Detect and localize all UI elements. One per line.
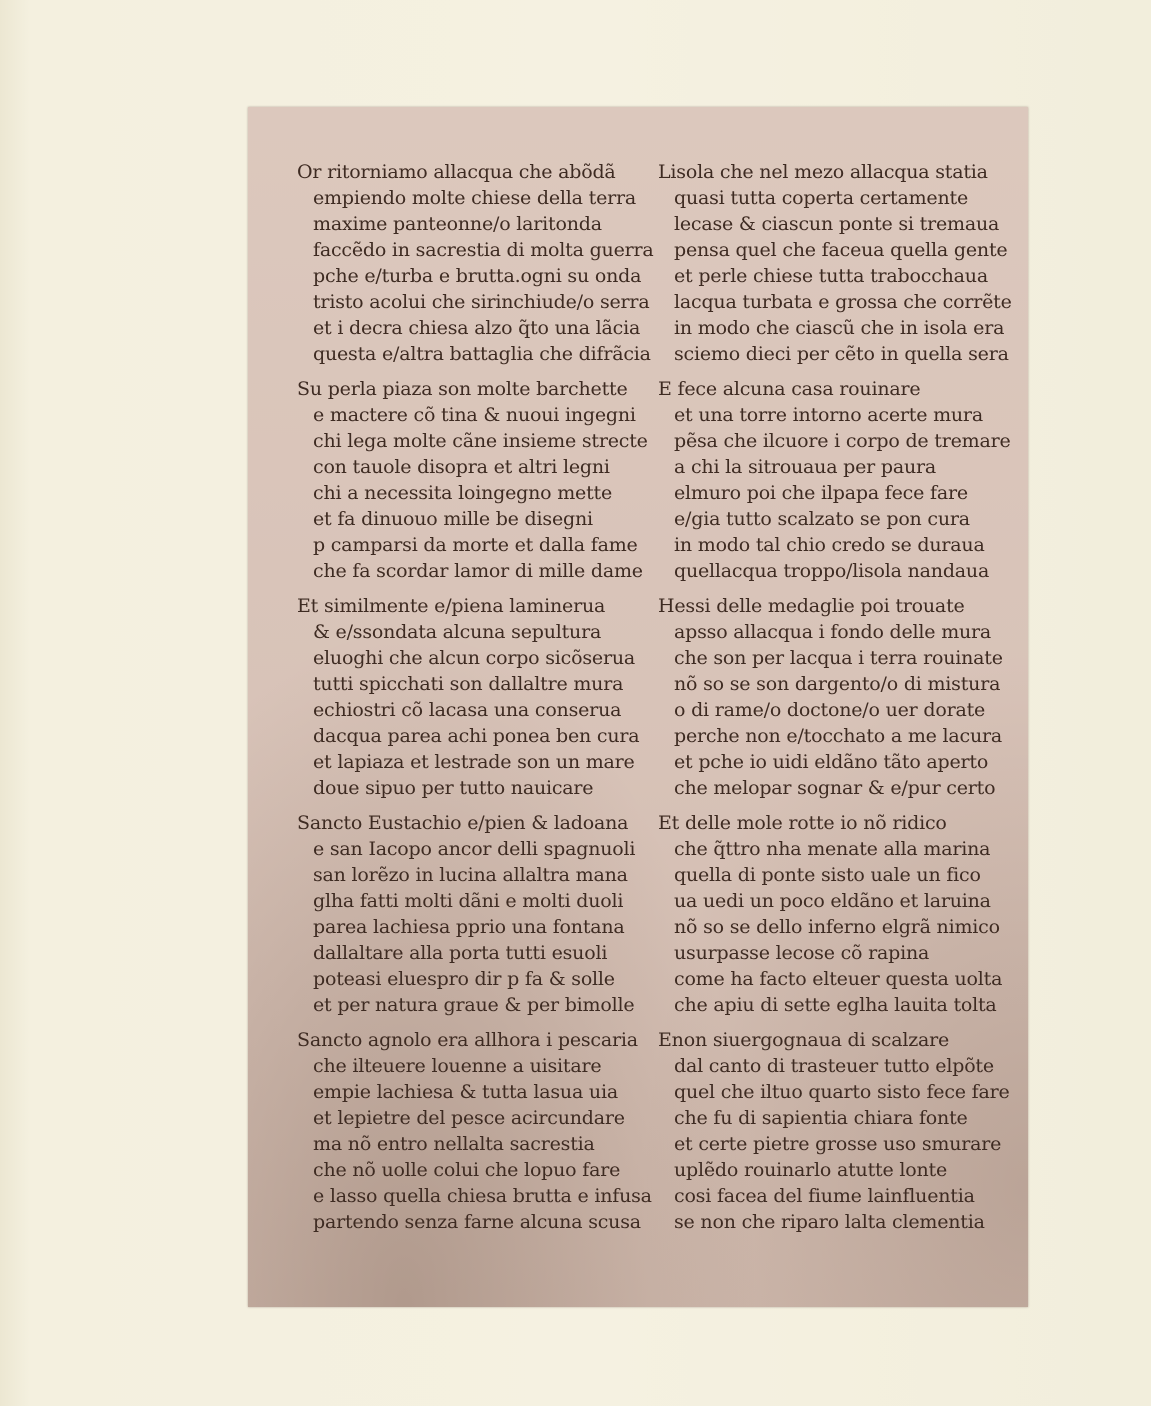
verse-line: apsso allacqua i fondo delle mura bbox=[674, 621, 992, 643]
left-column bbox=[297, 159, 657, 1244]
verse-line: glha fatti molti dãni e molti duoli bbox=[313, 890, 624, 912]
verse-line: chi lega molte cãne insieme strecte bbox=[313, 430, 648, 452]
verse-line: che melopar sognar & e/pur certo bbox=[674, 777, 996, 799]
stanza-first-line: Su perla piaza son molte barchette bbox=[297, 378, 628, 400]
verse-line: usurpasse lecose cõ rapina bbox=[674, 942, 930, 964]
verse-line: ma nõ entro nellalta sacrestia bbox=[313, 1133, 595, 1155]
stanza-first-line: Or ritorniamo allacqua che abõdã bbox=[297, 161, 616, 183]
verse-line: che son per lacqua i terra rouinate bbox=[674, 647, 1003, 669]
verse-line: et perle chiese tutta trabocchaua bbox=[674, 265, 988, 287]
verse-line: et i decra chiesa alzo q̃to una lãcia bbox=[313, 317, 641, 339]
verse-line: nõ so se dello inferno elgrã nimico bbox=[674, 916, 1000, 938]
verse-line: eluoghi che alcun corpo sicõserua bbox=[313, 647, 635, 669]
verse-line: et pche io uidi eldãno tãto aperto bbox=[674, 751, 989, 773]
stanza bbox=[658, 376, 1018, 593]
verse-line: uplẽdo rouinarlo atutte lonte bbox=[674, 1159, 947, 1181]
verse-line: elmuro poi che ilpapa fece fare bbox=[674, 482, 968, 504]
verse-line: quella di ponte sisto uale un fico bbox=[674, 864, 981, 886]
stanza bbox=[658, 593, 1018, 810]
verse-line: p camparsi da morte et dalla fame bbox=[313, 534, 638, 556]
stanza-first-line: Et similmente e/piena laminerua bbox=[297, 595, 606, 617]
verse-line: o di rame/o doctone/o uer dorate bbox=[674, 699, 986, 721]
verse-line: sciemo dieci per cẽto in quella sera bbox=[674, 343, 1009, 365]
stanza bbox=[658, 810, 1018, 1027]
verse-line: a chi la sitrouaua per paura bbox=[674, 456, 937, 478]
stanza bbox=[297, 593, 657, 810]
verse-line: empie lachiesa & tutta lasua uia bbox=[313, 1081, 618, 1103]
stanza-first-line: E fece alcuna casa rouinare bbox=[658, 378, 921, 400]
stanza bbox=[658, 1027, 1018, 1244]
verse-line: con tauole disopra et altri legni bbox=[313, 456, 610, 478]
verse-line: parea lachiesa pprio una fontana bbox=[313, 916, 625, 938]
verse-line: faccẽdo in sacrestia di molta guerra bbox=[313, 239, 654, 261]
verse-line: dal canto di trasteuer tutto elpõte bbox=[674, 1055, 994, 1077]
verse-line: che apiu di sette eglha lauita tolta bbox=[674, 994, 997, 1016]
verse-line: ua uedi un poco eldãno et laruina bbox=[674, 890, 991, 912]
verse-line: e mactere cõ tina & nuoui ingegni bbox=[313, 404, 636, 426]
verse-line: e/gia tutto scalzato se pon cura bbox=[674, 508, 970, 530]
verse-line: che fu di sapientia chiara fonte bbox=[674, 1107, 968, 1129]
stanza bbox=[297, 810, 657, 1027]
verse-line: dallaltare alla porta tutti esuoli bbox=[313, 942, 608, 964]
verse-line: pẽsa che ilcuore i corpo de tremare bbox=[674, 430, 1011, 452]
verse-line: & e/ssondata alcuna sepultura bbox=[313, 621, 602, 643]
stanza-first-line: Sancto agnolo era allhora i pescaria bbox=[297, 1029, 638, 1051]
verse-line: perche non e/tocchato a me lacura bbox=[674, 725, 1003, 747]
verse-line: tutti spicchati son dallaltre mura bbox=[313, 673, 624, 695]
stanza-first-line: Sancto Eustachio e/pien & ladoana bbox=[297, 812, 629, 834]
right-column bbox=[658, 159, 1018, 1244]
verse-line: pensa quel che faceua quella gente bbox=[674, 239, 1008, 261]
stanza bbox=[658, 159, 1018, 376]
verse-line: tristo acolui che sirinchiude/o serra bbox=[313, 291, 650, 313]
verse-line: et certe pietre grosse uso smurare bbox=[674, 1133, 1002, 1155]
stanza-first-line: Lisola che nel mezo allacqua statia bbox=[658, 161, 988, 183]
verse-line: quellacqua troppo/lisola nandaua bbox=[674, 560, 990, 582]
verse-line: quel che iltuo quarto sisto fece fare bbox=[674, 1081, 1010, 1103]
verse-line: et lepietre del pesce acircundare bbox=[313, 1107, 625, 1129]
verse-line: che ilteuere louenne a uisitare bbox=[313, 1055, 602, 1077]
verse-line: cosi facea del fiume lainfluentia bbox=[674, 1185, 975, 1207]
verse-line: lacqua turbata e grossa che corrẽte bbox=[674, 291, 1012, 313]
verse-line: se non che riparo lalta clementia bbox=[674, 1211, 985, 1233]
stanza bbox=[297, 1027, 657, 1244]
verse-line: partendo senza farne alcuna scusa bbox=[313, 1211, 641, 1233]
verse-line: empiendo molte chiese della terra bbox=[313, 187, 637, 209]
stanza-first-line: Enon siuergognaua di scalzare bbox=[658, 1029, 950, 1051]
verse-line: et per natura graue & per bimolle bbox=[313, 994, 635, 1016]
verse-line: san lorẽzo in lucina allaltra mana bbox=[313, 864, 628, 886]
verse-line: e san Iacopo ancor delli spagnuoli bbox=[313, 838, 636, 860]
verse-line: dacqua parea achi ponea ben cura bbox=[313, 725, 640, 747]
verse-line: che q̃ttro nha menate alla marina bbox=[674, 838, 991, 860]
verse-line: poteasi eluespro dir p fa & solle bbox=[313, 968, 615, 990]
verse-line: questa e/altra battaglia che difrãcia bbox=[313, 343, 651, 365]
printed-page-plate bbox=[248, 107, 1028, 1307]
verse-line: et una torre intorno acerte mura bbox=[674, 404, 983, 426]
stanza bbox=[297, 159, 657, 376]
verse-line: che fa scordar lamor di mille dame bbox=[313, 560, 643, 582]
verse-line: et fa dinuouo mille be disegni bbox=[313, 508, 593, 530]
verse-line: pche e/turba e brutta.ogni su onda bbox=[313, 265, 642, 287]
verse-line: quasi tutta coperta certamente bbox=[674, 187, 968, 209]
verse-line: e lasso quella chiesa brutta e infusa bbox=[313, 1185, 652, 1207]
verse-line: doue sipuo per tutto nauicare bbox=[313, 777, 594, 799]
verse-line: in modo tal chio credo se duraua bbox=[674, 534, 985, 556]
verse-line: nõ so se son dargento/o di mistura bbox=[674, 673, 1001, 695]
verse-line: chi a necessita loingegno mette bbox=[313, 482, 612, 504]
stanza bbox=[297, 376, 657, 593]
verse-line: et lapiaza et lestrade son un mare bbox=[313, 751, 635, 773]
verse-line: lecase & ciascun ponte si tremaua bbox=[674, 213, 1000, 235]
stanza-first-line: Hessi delle medaglie poi trouate bbox=[658, 595, 965, 617]
verse-line: echiostri cõ lacasa una conserua bbox=[313, 699, 622, 721]
verse-line: come ha facto elteuer questa uolta bbox=[674, 968, 1003, 990]
verse-line: in modo che ciascũ che in isola era bbox=[674, 317, 1005, 339]
verse-line: che nõ uolle colui che lopuo fare bbox=[313, 1159, 621, 1181]
verse-line: maxime panteonne/o laritonda bbox=[313, 213, 602, 235]
stanza-first-line: Et delle mole rotte io nõ ridico bbox=[658, 812, 947, 834]
